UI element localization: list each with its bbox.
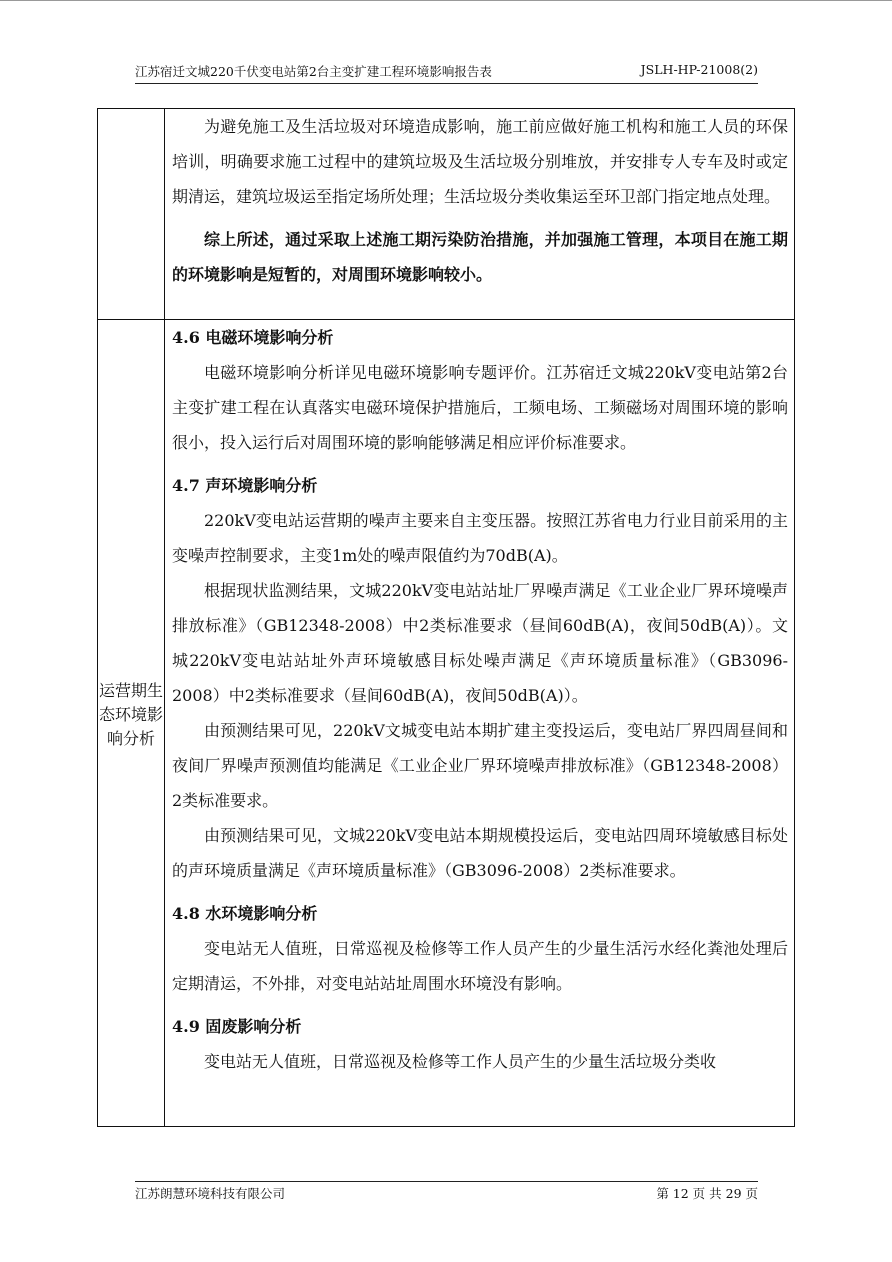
heading-4-8: 4.8 水环境影响分析 bbox=[172, 904, 318, 923]
page-header bbox=[135, 62, 758, 82]
paragraph-construction-summary: 综上所述，通过采取上述施工期污染防治措施，并加强施工管理，本项目在施工期的环境影响是短暂的，对周围环境影响较小。 bbox=[172, 230, 788, 284]
column-divider bbox=[164, 109, 165, 1126]
top-border bbox=[0, 0, 892, 1]
paragraph-waste-measures: 为避免施工及生活垃圾对环境造成影响，施工前应做好施工机构和施工人员的环保培训，明确要求施工过程中的建筑垃圾及生活垃圾分别堆放，并安排专人专车及时或定期清运，建筑垃圾运至指定场所处理；生活垃圾分类收集运至环卫部门指定地点处理。 bbox=[172, 117, 788, 206]
heading-4-7: 4.7 声环境影响分析 bbox=[172, 476, 318, 495]
paragraph-4-7-b: 根据现状监测结果，文城220kV变电站站址厂界噪声满足《工业企业厂界环境噪声排放标准》（GB12348-2008）中2类标准要求（昼间60dB(A)，夜间50dB(A)）。文城220kV变电站站址外声环境敏感目标处噪声满足《声环境质量标准》（GB3096-2008）中2类标准要求（昼间60dB(A)，夜间50dB(A)）。 bbox=[172, 581, 788, 705]
paragraph-4-6: 电磁环境影响分析详见电磁环境影响专题评价。江苏宿迁文城220kV变电站第2台主变扩建工程在认真落实电磁环境保护措施后，工频电场、工频磁场对周围环境的影响很小，投入运行后对周围环境的影响能够满足相应评价标准要求。 bbox=[172, 363, 788, 452]
header-divider bbox=[135, 83, 758, 84]
company-name: 江苏朗慧环境科技有限公司 bbox=[135, 1186, 286, 1201]
side-label-operation-impact: 运营期生态环境影响分析 bbox=[98, 681, 163, 748]
operation-period-cell bbox=[172, 320, 788, 1079]
footer-divider bbox=[135, 1181, 758, 1182]
page-footer bbox=[135, 1184, 758, 1204]
paragraph-4-9: 变电站无人值班，日常巡视及检修等工作人员产生的少量生活垃圾分类收 bbox=[204, 1052, 717, 1071]
report-title: 江苏宿迁文城220千伏变电站第2台主变扩建工程环境影响报告表 bbox=[135, 64, 492, 79]
report-code: JSLH-HP-21008(2) bbox=[640, 62, 758, 77]
paragraph-4-7-c: 由预测结果可见，220kV文城变电站本期扩建主变投运后，变电站厂界四周昼间和夜间厂界噪声预测值均能满足《工业企业厂界环境噪声排放标准》（GB12348-2008）2类标准要求。 bbox=[172, 721, 788, 810]
construction-period-cell bbox=[172, 109, 788, 292]
heading-4-6: 4.6 电磁环境影响分析 bbox=[172, 328, 334, 347]
content-table bbox=[97, 108, 795, 1127]
page-number: 第 12 页 共 29 页 bbox=[656, 1186, 758, 1201]
paragraph-4-7-a: 220kV变电站运营期的噪声主要来自主变压器。按照江苏省电力行业目前采用的主变噪声控制要求，主变1m处的噪声限值约为70dB(A)。 bbox=[172, 511, 788, 565]
paragraph-4-7-d: 由预测结果可见，文城220kV变电站本期规模投运后，变电站四周环境敏感目标处的声环境质量满足《声环境质量标准》（GB3096-2008）2类标准要求。 bbox=[172, 826, 788, 880]
heading-4-9: 4.9 固废影响分析 bbox=[172, 1017, 302, 1036]
paragraph-4-8: 变电站无人值班，日常巡视及检修等工作人员产生的少量生活污水经化粪池处理后定期清运，不外排，对变电站站址周围水环境没有影响。 bbox=[172, 939, 788, 993]
